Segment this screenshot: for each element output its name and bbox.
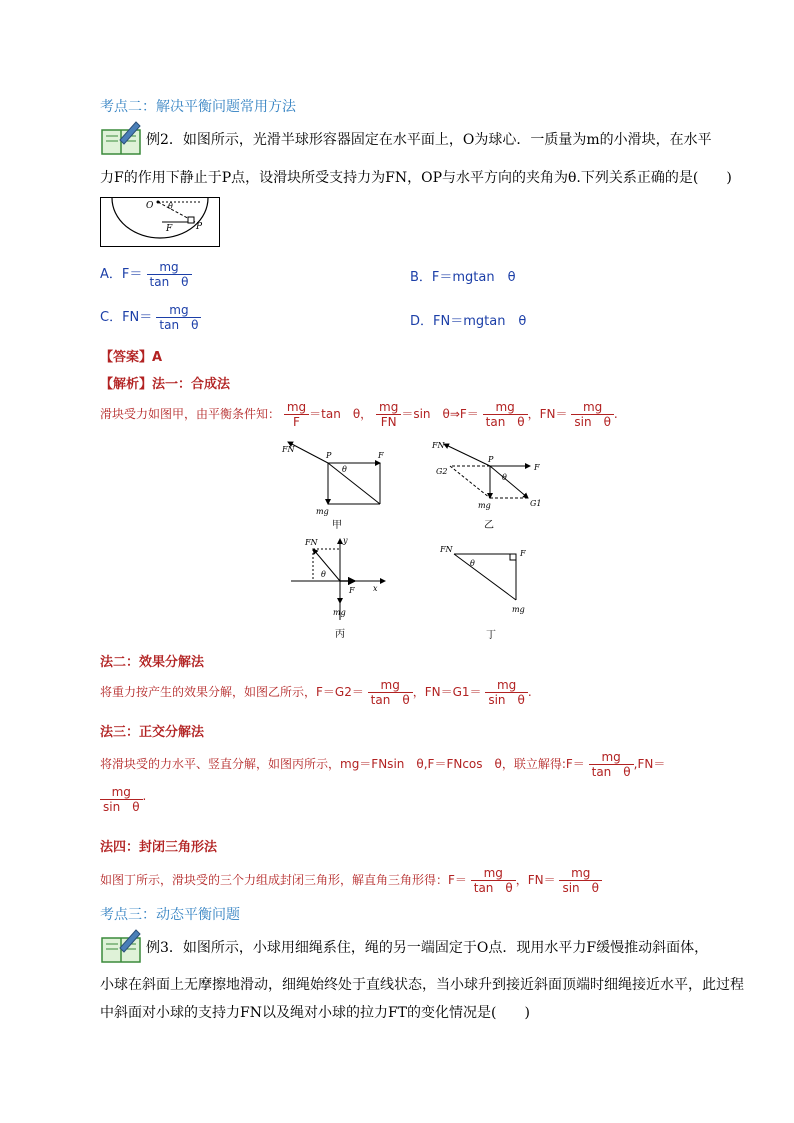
m3-f2-num: mg (111, 785, 131, 799)
example2-line2: 力F的作用下静止于P点，设滑块所受支持力为FN，OP与水平方向的夹角为θ.下列关系正确的是( ) (100, 170, 732, 186)
option-c-den: tan θ (156, 317, 201, 332)
option-a-den: tan θ (147, 274, 192, 289)
m1-eq3: ，FN＝ (527, 407, 568, 421)
bing-label-f: F (349, 586, 355, 595)
m1-f4-den: sin θ (571, 414, 614, 429)
m1-f1-den: F (284, 414, 309, 429)
bing-label-theta: θ (321, 570, 326, 579)
fig-label-F: F (166, 224, 173, 234)
yi-label-mg: mg (478, 501, 491, 510)
m1-f3-num: mg (495, 400, 515, 414)
jia-label-fn: FN (282, 445, 295, 454)
jia-label-p: P (326, 451, 332, 460)
option-c-num: mg (169, 303, 189, 317)
caption-ding: 丁 (486, 630, 496, 641)
m1-eq1: ＝tan θ， (309, 407, 373, 421)
example2-line1: 例2．如图所示，光滑半球形容器固定在水平面上，O为球心．一质量为m的小滑块，在水平 (146, 132, 712, 148)
method4-text (100, 866, 602, 895)
m4-f1-num: mg (483, 866, 503, 880)
m2-end: . (527, 685, 532, 699)
section-heading-3: 考点三：动态平衡问题 (100, 907, 240, 923)
option-b[interactable]: B．F＝mgtan θ (410, 270, 516, 285)
m4-f1-den: tan θ (471, 880, 516, 895)
yi-label-g1: G1 (530, 499, 542, 508)
diagram-yi (430, 436, 550, 536)
m2-f1-den: tan θ (368, 692, 413, 707)
m1-f1-num: mg (286, 400, 307, 414)
bing-label-fn: FN (305, 538, 318, 547)
book-pencil-icon (100, 926, 144, 966)
section-heading-2: 考点二：解决平衡问题常用方法 (100, 99, 296, 115)
m2-f2-den: sin θ (485, 692, 528, 707)
method2-text (100, 678, 532, 707)
m1-f4-num: mg (582, 400, 603, 414)
example3-line2: 小球在斜面上无摩擦地滑动，细绳始终处于直线状态，当小球升到接近斜面顶端时细绳接近水平，此过程 (100, 977, 744, 993)
method3-heading: 法三：正交分解法 (100, 725, 205, 740)
m3-f1-num: mg (601, 750, 621, 764)
option-a[interactable] (100, 260, 192, 289)
example3-line3: 中斜面对小球的支持力FN以及绳对小球的拉力FT的变化情况是( ) (100, 1005, 530, 1021)
method3-text (100, 750, 720, 814)
m3-pre: 将滑块受的力水平、竖直分解，如图丙所示，mg＝FNsin θ,F＝FNcos θ，联立解得:F＝ (100, 757, 585, 771)
m4-f2-den: sin θ (559, 880, 602, 895)
hemisphere-figure (100, 197, 220, 247)
m1-pre: 滑块受力如图甲，由平衡条件知： (100, 407, 281, 421)
yi-label-f: F (534, 463, 540, 472)
bing-label-x: x (373, 584, 378, 593)
m3-mid: ,FN＝ (633, 757, 666, 771)
yi-label-theta: θ (502, 473, 507, 482)
caption-jia: 甲 (332, 520, 342, 531)
yi-label-p: P (488, 455, 494, 464)
caption-yi: 乙 (484, 520, 494, 531)
m4-f2-num: mg (571, 866, 591, 880)
caption-bing: 丙 (335, 629, 345, 640)
ding-label-mg: mg (512, 605, 525, 614)
yi-label-g2: G2 (436, 467, 448, 476)
method2-heading: 法二：效果分解法 (100, 655, 205, 670)
m3-f1-den: tan θ (589, 764, 634, 779)
bing-label-y: y (343, 536, 348, 545)
ding-label-theta: θ (470, 559, 475, 568)
option-c[interactable] (100, 303, 201, 332)
ding-label-f: F (520, 549, 526, 558)
method4-heading: 法四：封闭三角形法 (100, 840, 218, 855)
m3-end: . (142, 789, 147, 803)
m2-pre: 将重力按产生的效果分解，如图乙所示，F＝G2＝ (100, 685, 364, 699)
m1-f3-den: tan θ (483, 414, 528, 429)
m1-f2-den: FN (376, 414, 401, 429)
jia-label-theta: θ (342, 465, 347, 474)
diagram-jia (280, 436, 390, 536)
option-d[interactable]: D．FN＝mgtan θ (410, 314, 527, 329)
option-a-prefix: A．F＝ (100, 267, 143, 282)
method1-text (100, 400, 618, 429)
fig-label-P: P (196, 222, 203, 232)
m4-pre: 如图丁所示，滑块受的三个力组成封闭三角形，解直角三角形得：F＝ (100, 873, 467, 887)
m1-end: . (613, 407, 618, 421)
fig-label-O: O (146, 201, 154, 211)
m2-f2-num: mg (496, 678, 517, 692)
option-a-num: mg (159, 260, 179, 274)
example3-line1: 例3．如图所示，小球用细绳系住，绳的另一端固定于O点．现用水平力F缓慢推动斜面体， (146, 940, 709, 956)
diagram-bing (285, 535, 395, 645)
m4-mid: ，FN＝ (515, 873, 556, 887)
fig-label-theta: θ (168, 202, 173, 211)
m2-f1-num: mg (380, 678, 400, 692)
yi-label-fn: FN (432, 441, 445, 450)
book-pencil-icon (100, 118, 144, 158)
diagram-ding (440, 540, 550, 645)
jia-label-f: F (378, 451, 384, 460)
bing-label-mg: mg (333, 608, 346, 617)
m1-f2-num: mg (379, 400, 399, 414)
jia-label-mg: mg (316, 507, 329, 516)
m2-mid: ，FN＝G1＝ (412, 685, 482, 699)
ding-label-fn: FN (440, 545, 453, 554)
m1-eq2: ＝sin θ⇒F＝ (401, 407, 479, 421)
answer: 【答案】A (100, 350, 163, 365)
option-c-prefix: C．FN＝ (100, 310, 153, 325)
analysis-heading: 【解析】法一：合成法 (100, 377, 231, 392)
m3-f2-den: sin θ (100, 799, 143, 814)
